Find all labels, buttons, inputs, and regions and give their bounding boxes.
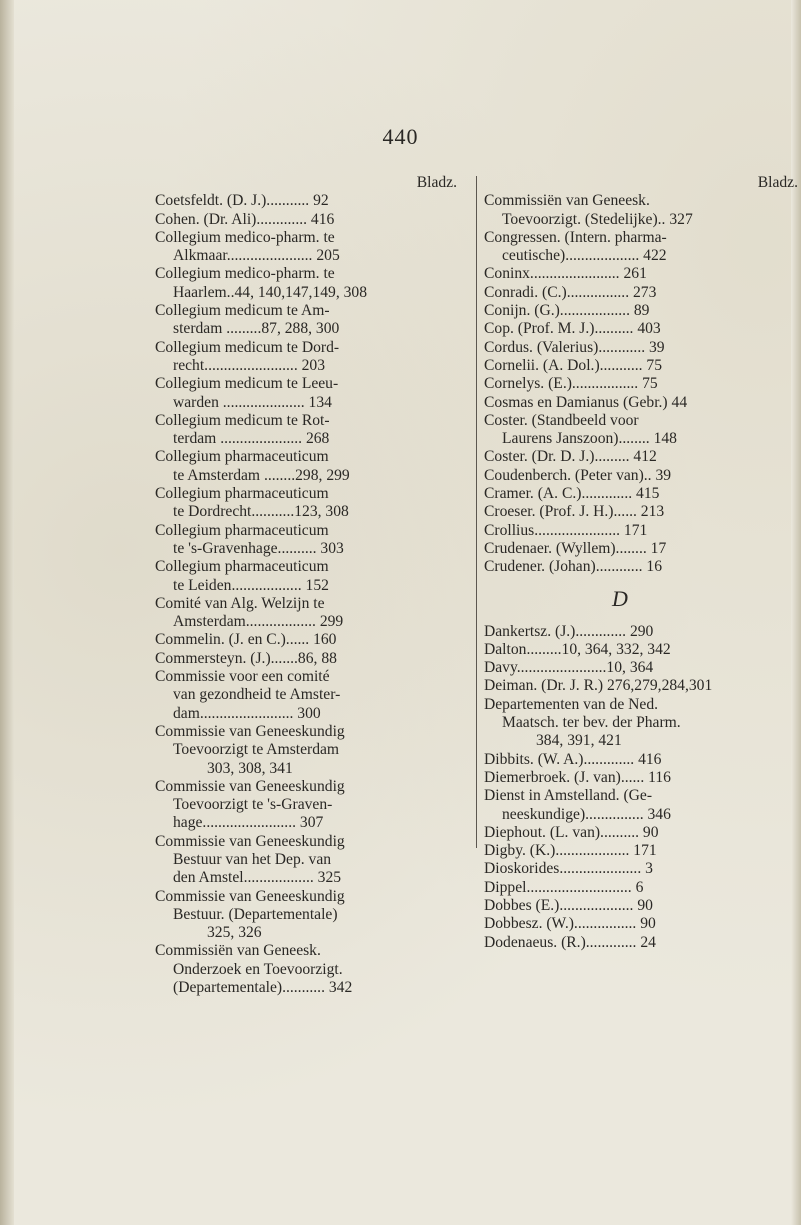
index-entry-line: Toevoorzigt. (Stedelijke).. 327 [502, 210, 693, 228]
index-entry-line: te Amsterdam ........298, 299 [173, 466, 350, 484]
index-entry-line: Cramer. (A. C.)............. 415 [484, 485, 660, 503]
page-ref-header: Bladz. [757, 174, 798, 191]
index-entry-line: Collegium pharmaceuticum [155, 448, 329, 466]
index-entry-line: recht........................ 203 [173, 356, 326, 374]
index-entry-line: Commissie van Geneeskundig [155, 832, 345, 850]
index-entry-line: Coster. (Dr. D. J.)......... 412 [484, 448, 657, 466]
index-entry-line: Cordus. (Valerius)............ 39 [484, 338, 665, 356]
index-entry-line: Commissiën van Geneesk. [484, 192, 650, 210]
index-entry-line: Davy.......................10, 364 [484, 659, 654, 677]
index-entry-line: Collegium medicum te Leeu- [155, 375, 339, 393]
index-entry-line: hage........................ 307 [173, 814, 324, 832]
index-column-left [155, 174, 475, 997]
index-entry-line: Commissie van Geneeskundig [155, 722, 345, 740]
index-entry-line: Dibbits. (W. A.)............. 416 [484, 750, 662, 768]
page-ref-header: Bladz. [416, 174, 457, 191]
index-entry-line: van gezondheid te Amster- [173, 686, 341, 704]
index-entry-line: Dankertsz. (J.)............. 290 [484, 622, 654, 640]
index-entry-line: Digby. (K.)................... 171 [484, 842, 657, 860]
index-entry-line: Bestuur. (Departementale) [173, 905, 338, 923]
index-column-right [484, 174, 801, 952]
index-entry-line: Laurens Janszoon)........ 148 [502, 430, 677, 448]
index-entry-line: Conijn. (G.).................. 89 [484, 302, 650, 320]
index-entry-line: Haarlem..44, 140,147,149, 308 [173, 283, 368, 301]
index-entry-line: Commelin. (J. en C.)...... 160 [155, 631, 337, 649]
index-entry-line: dam........................ 300 [173, 704, 321, 722]
index-entry-line: sterdam .........87, 288, 300 [173, 320, 340, 338]
page-edge-left [0, 0, 14, 1225]
section-letter-heading: D [612, 585, 628, 611]
index-entry-line: Cosmas en Damianus (Gebr.) 44 [484, 393, 688, 411]
index-entry-line: te 's-Gravenhage.......... 303 [173, 539, 344, 557]
index-entry-line: Dodenaeus. (R.)............. 24 [484, 933, 656, 951]
index-entry-line: Cornelys. (E.)................. 75 [484, 375, 658, 393]
index-entry-line: Cornelii. (A. Dol.)........... 75 [484, 356, 663, 374]
index-entry-line: Collegium pharmaceuticum [155, 521, 329, 539]
index-entry-line: Maatsch. ter bev. der Pharm. [502, 714, 681, 732]
index-entry-line: Commissie voor een comité [155, 668, 330, 686]
index-entry-line: Cop. (Prof. M. J.).......... 403 [484, 320, 661, 338]
index-entry-line: Collegium medico-pharm. te [155, 265, 335, 283]
index-entry-line: Coetsfeldt. (D. J.)........... 92 [155, 192, 329, 210]
index-entry-line: Toevoorzigt te Amsterdam [173, 741, 340, 759]
index-entry-line: Crollius...................... 171 [484, 521, 648, 539]
index-entry-line: neeskundige)............... 346 [502, 805, 671, 823]
index-entry-line: Departementen van de Ned. [484, 695, 659, 713]
index-entry-line: Dobbesz. (W.)................ 90 [484, 915, 656, 933]
index-entry-line: Dalton.........10, 364, 332, 342 [484, 640, 671, 658]
index-entry-line: 325, 326 [207, 924, 262, 942]
index-entry-line: Commissiën van Geneesk. [155, 942, 321, 960]
index-entry-line: Commissie van Geneeskundig [155, 777, 345, 795]
index-entry-line: Collegium pharmaceuticum [155, 558, 329, 576]
index-entry-line: Conradi. (C.)................ 273 [484, 283, 657, 301]
right-entry-list-d [484, 623, 801, 952]
index-entry-line: Deiman. (Dr. J. R.) 276,279,284,301 [484, 677, 713, 695]
index-entry-line: den Amstel.................. 325 [173, 869, 342, 887]
right-entry-list-c [484, 192, 801, 576]
index-entry-line: Croeser. (Prof. J. H.)...... 213 [484, 503, 665, 521]
index-entry-line: Congressen. (Intern. pharma- [484, 228, 667, 246]
index-entry-line: Diephout. (L. van).......... 90 [484, 823, 659, 841]
index-entry-line: Collegium pharmaceuticum [155, 485, 329, 503]
index-entry-line: warden ..................... 134 [173, 393, 332, 411]
index-entry-line: (Departementale)........... 342 [173, 979, 353, 997]
index-entry-line: Cohen. (Dr. Ali)............. 416 [155, 210, 335, 228]
index-entry-line: Collegium medico-pharm. te [155, 228, 335, 246]
index-entry-line: Crudener. (Johan)............ 16 [484, 558, 662, 576]
index-entry-line: Alkmaar...................... 205 [173, 247, 340, 265]
index-entry-line: Collegium medicum te Am- [155, 302, 330, 320]
index-entry-line: Dioskorides..................... 3 [484, 860, 653, 878]
index-entry-line: Coudenberch. (Peter van).. 39 [484, 466, 672, 484]
index-entry-line: Comité van Alg. Welzijn te [155, 594, 325, 612]
index-entry-line: Collegium medicum te Rot- [155, 411, 330, 429]
index-entry-line: Coninx....................... 261 [484, 265, 647, 283]
index-entry-line: Commissie van Geneeskundig [155, 887, 345, 905]
index-entry-line: 384, 391, 421 [536, 732, 622, 750]
index-entry-line: ceutische)................... 422 [502, 247, 667, 265]
index-entry-line: Dippel........................... 6 [484, 878, 644, 896]
index-entry-line: 303, 308, 341 [207, 759, 293, 777]
index-entry-line: terdam ..................... 268 [173, 430, 330, 448]
page-number: 440 [382, 124, 419, 149]
index-entry-line: Diemerbroek. (J. van)...... 116 [484, 768, 671, 786]
index-entry-line: Amsterdam.................. 299 [173, 613, 344, 631]
index-entry-line: Toevoorzigt te 's-Graven- [173, 796, 333, 814]
index-entry-line: Dobbes (E.)................... 90 [484, 896, 653, 914]
index-entry-line: te Leiden.................. 152 [173, 576, 329, 594]
index-entry-line: Bestuur van het Dep. van [173, 850, 332, 868]
index-entry-line: Coster. (Standbeeld voor [484, 411, 639, 429]
index-entry-line: te Dordrecht...........123, 308 [173, 503, 349, 521]
column-divider [476, 176, 477, 848]
index-entry-line: Commersteyn. (J.).......86, 88 [155, 649, 337, 667]
index-entry-line: Collegium medicum te Dord- [155, 338, 340, 356]
index-entry-line: Crudenaer. (Wyllem)........ 17 [484, 539, 667, 557]
index-entry-line: Dienst in Amstelland. (Ge- [484, 787, 653, 805]
index-entry-line: Onderzoek en Toevoorzigt. [173, 960, 343, 978]
left-entry-list [155, 192, 475, 997]
